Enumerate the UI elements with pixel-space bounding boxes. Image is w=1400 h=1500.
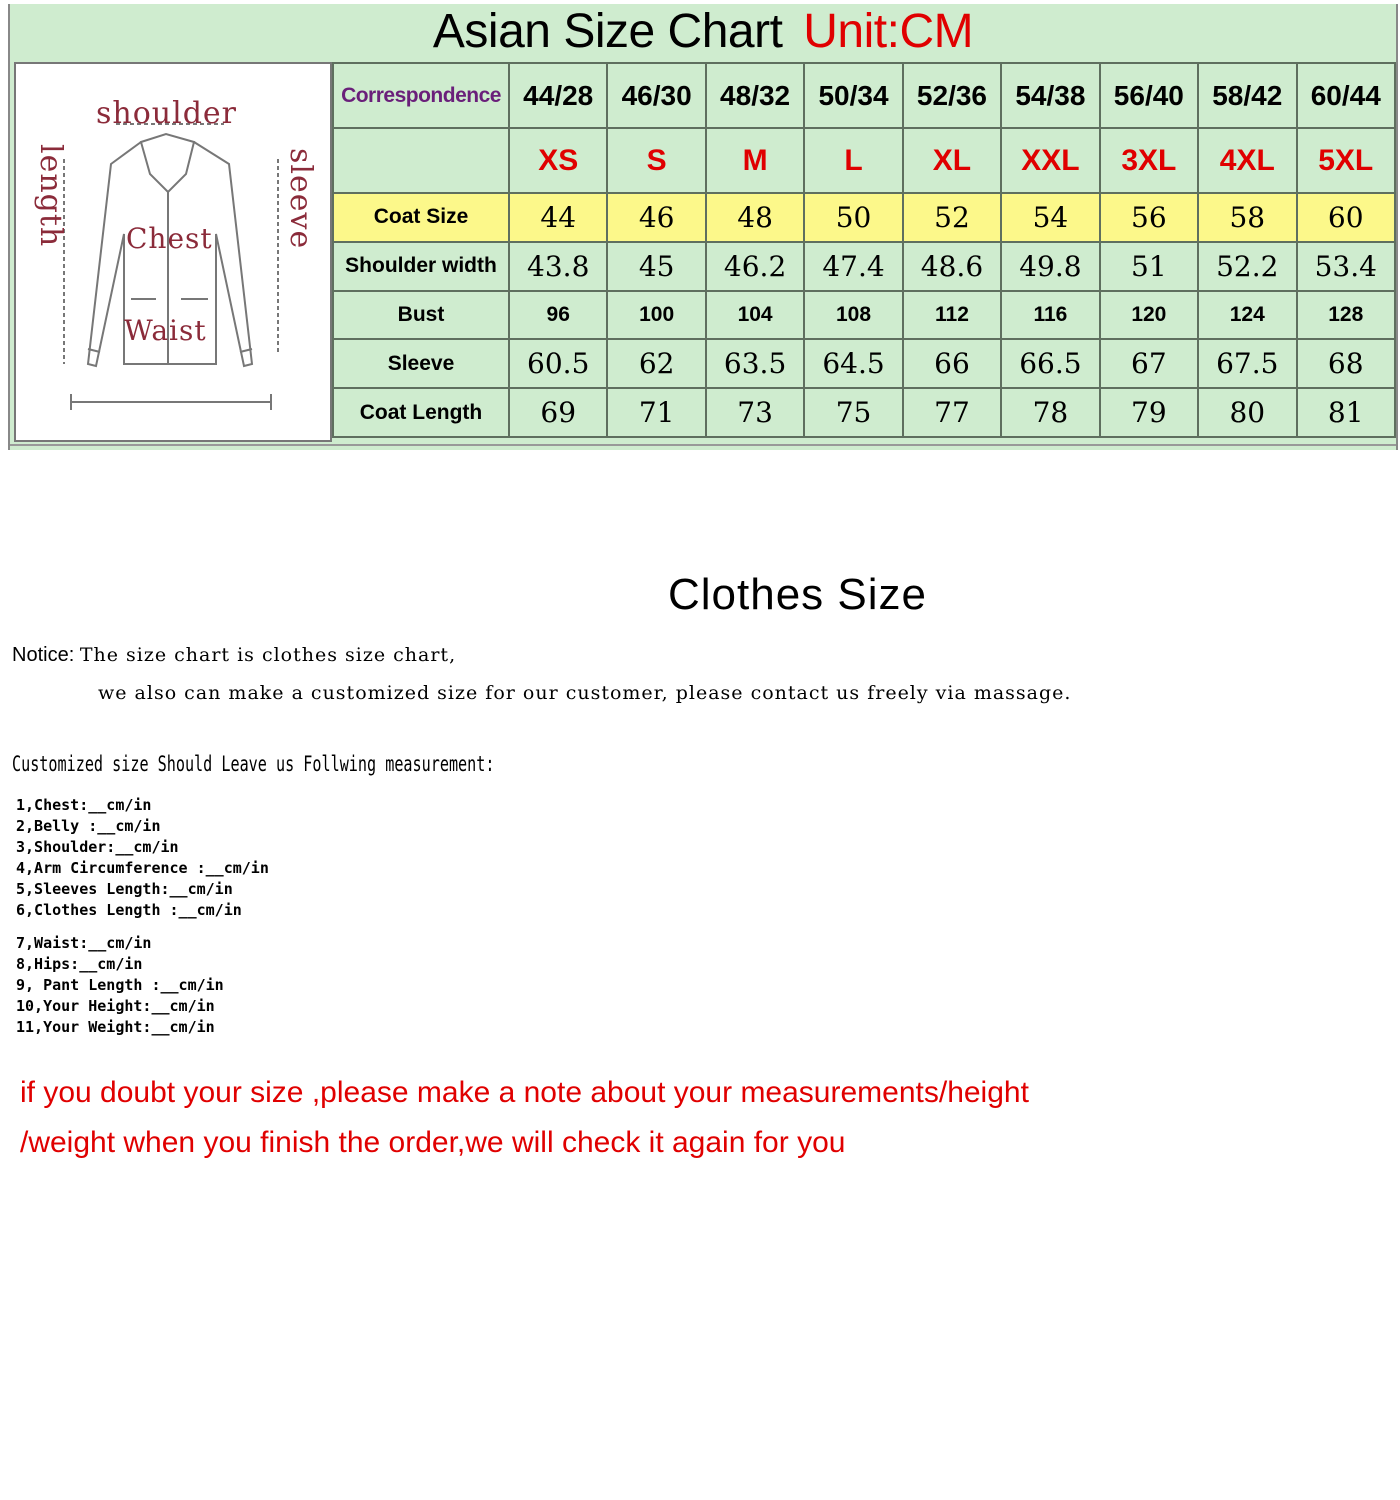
table-cell: 53.4 xyxy=(1297,242,1396,291)
notice-block xyxy=(12,636,1071,712)
list-item: 3,Shoulder:__cm/in xyxy=(16,838,179,856)
table-cell: 52 xyxy=(903,193,1001,242)
size-label-cell: S xyxy=(607,128,705,193)
row-header: Shoulder width xyxy=(333,242,509,291)
table-cell: 67 xyxy=(1100,339,1198,388)
table-cell: 48 xyxy=(706,193,804,242)
chart-title xyxy=(10,4,1396,60)
size-label-cell: M xyxy=(706,128,804,193)
section-title: Clothes Size xyxy=(667,570,927,619)
notice-text-2: we also can make a customized size for our customer, please contact us freely via massage. xyxy=(98,682,1072,704)
list-item: 11,Your Weight:__cm/in xyxy=(16,1018,215,1036)
table-cell: 48.6 xyxy=(903,242,1001,291)
row-header: Coat Length xyxy=(333,388,509,437)
correspondence-cell: 50/34 xyxy=(804,63,902,128)
diagram-label-waist: Waist xyxy=(124,314,207,347)
size-table xyxy=(332,62,1396,438)
table-cell: 60 xyxy=(1297,193,1396,242)
size-label-cell: XL xyxy=(903,128,1001,193)
table-cell: 69 xyxy=(509,388,607,437)
table-cell: 52.2 xyxy=(1198,242,1296,291)
table-row-coat-length xyxy=(333,388,1395,437)
table-cell: 77 xyxy=(903,388,1001,437)
list-item: 5,Sleeves Length:__cm/in xyxy=(16,880,233,898)
red-note-line-2: /weight when you finish the order,we will check it again for you xyxy=(20,1126,846,1159)
table-cell: 124 xyxy=(1198,291,1296,340)
table-cell: 49.8 xyxy=(1001,242,1099,291)
red-note-line-1: if you doubt your size ,please make a note about your measurements/height xyxy=(20,1076,1029,1109)
table-cell: 128 xyxy=(1297,291,1396,340)
table-cell: 50 xyxy=(804,193,902,242)
correspondence-cell: 44/28 xyxy=(509,63,607,128)
correspondence-cell: 54/38 xyxy=(1001,63,1099,128)
table-cell: 54 xyxy=(1001,193,1099,242)
correspondence-row xyxy=(333,63,1395,128)
table-cell: 81 xyxy=(1297,388,1396,437)
list-item: 4,Arm Circumference :__cm/in xyxy=(16,859,269,877)
notice-line-2 xyxy=(12,674,1071,712)
size-label-row xyxy=(333,128,1395,193)
row-header: Sleeve xyxy=(333,339,509,388)
table-cell: 56 xyxy=(1100,193,1198,242)
list-item: 1,Chest:__cm/in xyxy=(16,796,152,814)
correspondence-cell: 52/36 xyxy=(903,63,1001,128)
size-label-cell: 3XL xyxy=(1100,128,1198,193)
table-cell: 46 xyxy=(607,193,705,242)
table-cell: 45 xyxy=(607,242,705,291)
diagram-label-shoulder: shoulder xyxy=(96,96,237,131)
size-label-cell: XXL xyxy=(1001,128,1099,193)
table-row-sleeve xyxy=(333,339,1395,388)
notice-line-1 xyxy=(12,636,1071,674)
table-cell: 78 xyxy=(1001,388,1099,437)
garment-diagram xyxy=(14,62,332,442)
row-header: Coat Size xyxy=(333,193,509,242)
correspondence-label: Correspondence xyxy=(333,63,509,128)
size-label-cell: 5XL xyxy=(1297,128,1396,193)
table-cell: 108 xyxy=(804,291,902,340)
table-cell: 67.5 xyxy=(1198,339,1296,388)
table-cell: 43.8 xyxy=(509,242,607,291)
table-cell: 44 xyxy=(509,193,607,242)
custom-size-heading: Customized size Should Leave us Follwing measurement: xyxy=(12,752,495,776)
table-cell: 120 xyxy=(1100,291,1198,340)
size-label-cell: L xyxy=(804,128,902,193)
diagram-label-length: length xyxy=(33,144,68,248)
list-item: 2,Belly :__cm/in xyxy=(16,817,161,835)
size-chart xyxy=(8,4,1398,450)
diagram-label-chest: Chest xyxy=(126,222,213,255)
table-cell: 96 xyxy=(509,291,607,340)
list-item: 9, Pant Length :__cm/in xyxy=(16,976,224,994)
table-cell: 66.5 xyxy=(1001,339,1099,388)
table-cell: 60.5 xyxy=(509,339,607,388)
list-item: 10,Your Height:__cm/in xyxy=(16,997,215,1015)
table-cell: 104 xyxy=(706,291,804,340)
table-cell: 68 xyxy=(1297,339,1396,388)
table-cell: 80 xyxy=(1198,388,1296,437)
table-cell: 75 xyxy=(804,388,902,437)
correspondence-cell: 48/32 xyxy=(706,63,804,128)
correspondence-cell: 60/44 xyxy=(1297,63,1396,128)
table-cell: 47.4 xyxy=(804,242,902,291)
table-cell: 100 xyxy=(607,291,705,340)
correspondence-cell: 56/40 xyxy=(1100,63,1198,128)
size-label-cell: 4XL xyxy=(1198,128,1296,193)
table-cell: 58 xyxy=(1198,193,1296,242)
table-cell: 51 xyxy=(1100,242,1198,291)
table-row-coat-size xyxy=(333,193,1395,242)
correspondence-cell: 58/42 xyxy=(1198,63,1296,128)
table-cell: 116 xyxy=(1001,291,1099,340)
notice-text-1: The size chart is clothes size chart, xyxy=(79,644,457,666)
table-cell: 79 xyxy=(1100,388,1198,437)
table-cell: 73 xyxy=(706,388,804,437)
list-item: 8,Hips:__cm/in xyxy=(16,955,143,973)
table-cell: 62 xyxy=(607,339,705,388)
red-note xyxy=(20,1068,1120,1168)
measurement-list xyxy=(16,795,269,1038)
size-label-cell: XS xyxy=(509,128,607,193)
table-cell: 46.2 xyxy=(706,242,804,291)
size-label-empty-cell xyxy=(333,128,509,193)
diagram-label-sleeve: sleeve xyxy=(283,148,318,250)
table-row-bust xyxy=(333,291,1395,340)
list-item: 6,Clothes Length :__cm/in xyxy=(16,901,242,919)
table-cell: 64.5 xyxy=(804,339,902,388)
chart-divider xyxy=(10,444,1396,446)
chart-title-text: Asian Size Chart xyxy=(432,5,783,58)
notice-label: Notice: xyxy=(12,644,75,666)
table-cell: 66 xyxy=(903,339,1001,388)
table-cell: 71 xyxy=(607,388,705,437)
chart-unit: Unit:CM xyxy=(803,5,974,58)
list-item: 7,Waist:__cm/in xyxy=(16,934,152,952)
table-cell: 112 xyxy=(903,291,1001,340)
table-cell: 63.5 xyxy=(706,339,804,388)
correspondence-cell: 46/30 xyxy=(607,63,705,128)
row-header: Bust xyxy=(333,291,509,340)
table-row-shoulder-width xyxy=(333,242,1395,291)
